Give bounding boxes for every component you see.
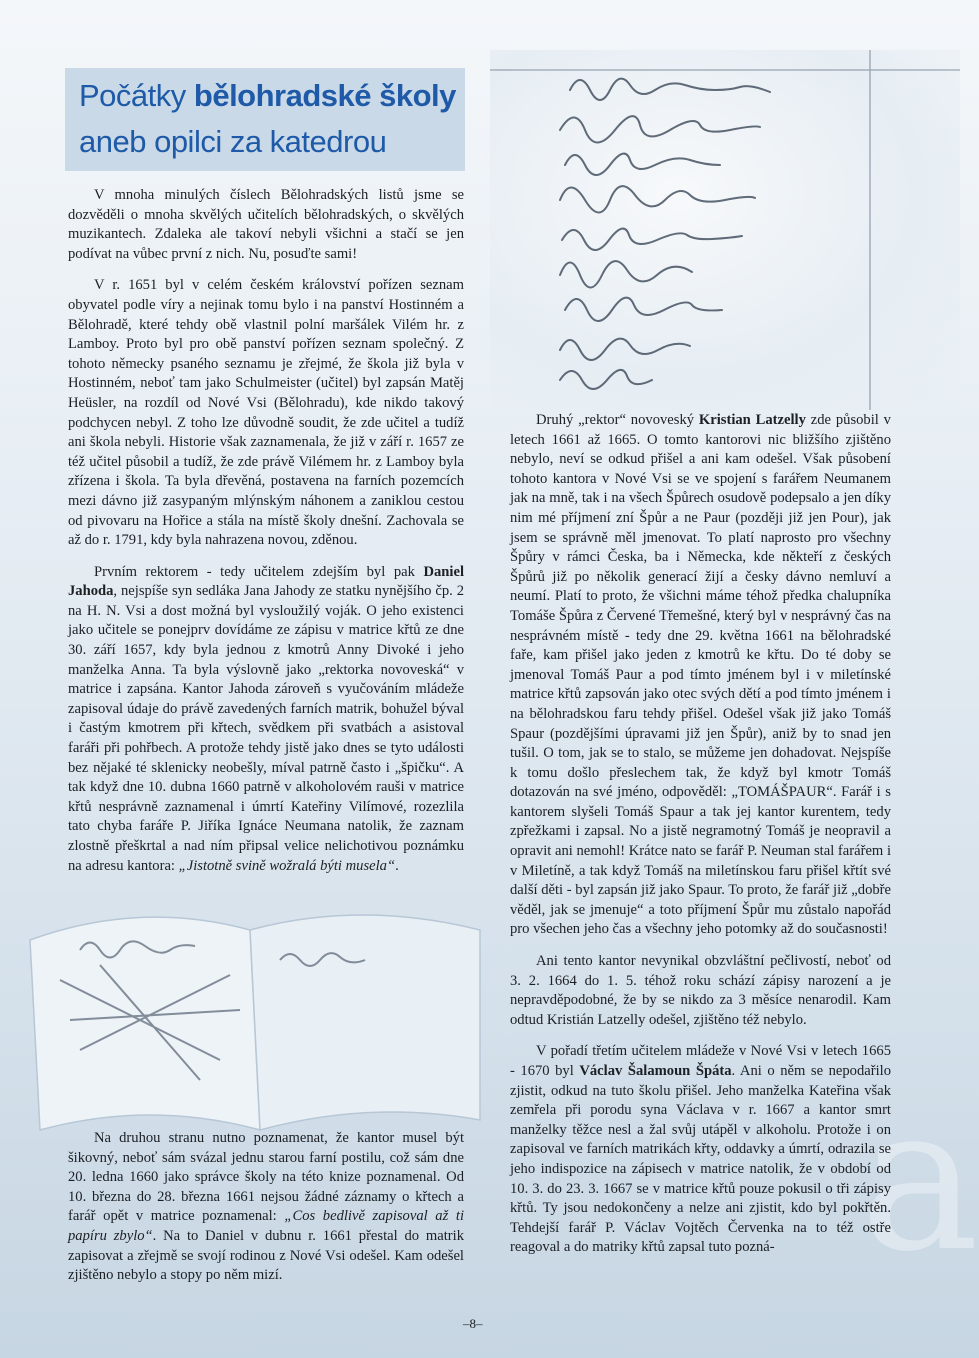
paragraph-spata <box>510 1042 891 1258</box>
text-run: . Na to Daniel v dubnu r. 1661 přestal do matrik zapisovat a zřejmě se svojí rodinou z Nové Vsi odešel. Kam odešel zjištěno nebylo a stopy po něm mizí. <box>68 1227 464 1284</box>
background-watermark: a <box>860 1063 979 1296</box>
text-run: zde působil v letech 1661 až 1665. O tomto kantorovi nic bližšího zjištěno nebylo, neví se odkud přišel a ani kam odešel. Však působení tohoto kantora v Nové Vsi se ve spojení s farářem Neumanem jak na mně, tak i na všech Špůrech osudově podepsalo a jen díky nim mé příjmení zní Špůr a ne Paur (později již jen Pour), jak jsem se správně měl jmenovat. To platí naprosto pro všechny Špůry v rámci Česka, ba i Německa, kde někteří z českých Špůrů již po několik generací žijí a česky dávno nemluví a neumí. Platí to proto, že všichni máme téhož předka chalupníka Tomáše Špůra z Červené Třemešné, který byl v nesprávný čas na nesprávném místě - tedy dne 29. května 1661 na bělohradské faře, kam přišel jako jeden z kmotrů ke křtu. Do té doby se jmenoval Tomáš Paur a pod tímto jménem byl i v miletínské matrice křtů zapsován jako otec svých dětí a pod tímto jménem i na bělohradskou faru tehdy přišel. Odešel však již jako Tomáš Spaur (pozdějšími úpravami již jen Špůr), aniž by to snad jen tušil. O tom, jak se to stalo, se můžeme jen dohadovat. Nejspíše k tomu došlo přeslechem tak, že když byl kmotr Tomáš dotazován na své jméno, odpověděl: „TOMÁŠPAUR“. Farář i s kantorem slyšeli Tomáš Spaur a tak jej kantor kurentem, tedy zpřežkami i zapsal. No a jistě negramotný Tomáš je neopravil a opravit ani nemohl! Krátce nato se farář P. Neuman stal farářem i v Miletíně, a tak když Tomáš na miletínskou faru přišel křtít své další děti - byl zapsán již jako Spaur. To proto, že farář již „dobře věděl, jak se jmenuje“ a toto příjmení Špůr mu zůstalo napořád pro všechen jeho čas a všechny jeho potomky až do současnosti! <box>510 412 891 938</box>
paragraph-latzelly-2: Ani tento kantor nevynikal obzvláštní pečlivostí, neboť od 3. 2. 1664 do 1. 5. téhož roku schází zápisy narození a je nepravděpodobné, že by se nikdo za 3 měsíce nenarodil. Kam odtud Kristián Latzelly odešel, zjištěno též nebylo. <box>510 953 891 1028</box>
name-vaclav-spata: Václav Šalamoun Špáta <box>579 1063 732 1079</box>
text-run: V pořadí třetím učitelem mládeže v Nové Vsi v letech 1665 - 1670 byl <box>510 1043 891 1079</box>
handwriting-illustration <box>490 50 960 410</box>
left-bottom-column <box>68 1129 464 1286</box>
open-book-illustration <box>20 880 490 1140</box>
manuscript-image <box>490 50 960 410</box>
name-daniel-jahoda: Daniel Jahoda <box>68 563 464 600</box>
title-line-2: aneb opilci za katedrou <box>79 124 387 159</box>
title-prefix: Počátky <box>79 78 194 113</box>
name-kristian-latzelly: Kristian Latzelly <box>698 412 806 428</box>
text-run: , nejspíše syn sedláka Jana Jahody ze statku nynějšího čp. 2 na H. N. Vsi a dost možná byl vysloužilý voják. O jeho existenci jako učitele se ponejprv dovídáme ze zápisu v matrice křtů ze dne 30. září 1657, kdy byla jednou z kmotrů Anny Divoké i jeho manželka Anna. Ta byla výslovně jako „rektorka novoveská“ v matrice i zapsána. Kantor Jahoda zároveň s vyučováním mládeže zapisoval údaje do právě zavedených farních matrik, bohužel býval i častým kmotrem při křtech, svědkem při svatbách a asistoval faráři při pohřbech. A protože tehdy jistě jako dnes se tyto události bez nějaké té sklenicky neobešly, míval patrně často i „špičku“. A tak když dne 10. dubna 1660 patrně v alkoholovém rauši v matrice křtů nesprávně zaznamenal i úmrtí Kateřiny Vilímové, rozezlila tato chyba faráře P. Jiříka Ignáce Neumana natolik, že zaznam zlostně přeškrtal a nad ním připsal velice nelichotivou poznámku na adresu kantora: <box>68 583 464 874</box>
page-number: –8– <box>463 1316 483 1331</box>
paragraph-jahoda <box>68 563 464 877</box>
paragraph-latzelly <box>510 411 891 940</box>
text-run: Druhý „rektor“ novoveský <box>536 412 699 428</box>
open-book-image <box>20 880 490 1140</box>
paragraph-1651: V r. 1651 byl v celém českém království pořízen seznam obyvatel podle víry a nejinak tomu bylo i na panství Hostinném a Bělohradě, které tehdy obě vlastnil polní maršálek Vilém hr. z Lamboy. Proto byl pro obě panství pořízen seznam společný. Z tohoto německy psaného seznamu je zřejmé, že škola již byla v Hostinném, neboť tam jako Schulmeister (učitel) byl zapsán Matěj Heüsler, na rozdíl od Nové Vsi (Bělohradu), kde nikdo takový podchycen nebyl. Z toho lze důvodně soudit, že zde učitel a tudíž ani škola nebyli. Historie však zaznamenala, že již v září r. 1657 ze též učitel působil a tudíž, že zde právě Vilémem hr. z Lamboy byla zřízena i škola. Ta byla dřevěná, postavena na farních pozemcích mezi dávno již zasypaným mlýnským náhonem a zaniklou cestou od pivovaru na Hořice a stála na místě školy dnešní. Zachovala se až do r. 1791, kdy byla nahrazena novou, zděnou. <box>68 277 464 549</box>
text-run: . <box>395 857 399 874</box>
quote: „Cos bedlivě zapisoval až ti papíru zbylo“ <box>68 1208 465 1244</box>
quote: „Jistotně svině wožralá býti musela“ <box>178 857 396 874</box>
paragraph-postila <box>68 1129 464 1286</box>
title-box <box>65 68 465 171</box>
title-line-1 <box>79 78 456 114</box>
right-column <box>510 411 891 1258</box>
paragraph-intro: V mnoha minulých číslech Bělohradských listů jsme se dozvěděli o mnoha skvělých učitelích bělohradských, o skvělých muzikantech. Zdaleka ale takoví nebyli všichni a stačí se jen podívat na vůbec první z nich. Nu, posuďte sami! <box>68 187 464 262</box>
left-column <box>68 186 464 876</box>
text-run: Na druhou stranu nutno poznamenat, že kantor musel být šikovný, neboť sám svázal jednu starou farní postilu, což sám dne 20. ledna 1660 jako správce školy na této knize poznamenal. Od 10. března do 28. března 1661 nejsou žádné záznamy o křtech a farář opět v matrice poznamenal: <box>68 1130 464 1225</box>
text-run: . Ani o něm se nepodařilo zjistit, odkud na tuto školu přišel. Jeho manželka Kateřina však zemřela při porodu syna Václava v r. 1667 a kantor smrt manželky těžce nesl a žal svůj utápěl v alkoholu. Protože i on zapisoval ve farních matrikách křty, oddavky a úmrtí, odrazila se jeho indispozice na zápisech v matrice natolik, že v období od 10. 3. do 23. 3. 1667 se v matrice křtů pouze pokusil o tři zápisy křtů. Ty jsou nedokončeny a nelze ani zjistit, kdo byl pokřtěn. Tehdejší farář P. Václav Vojtěch Červenka na to též ostře reagoval a do matriky křtů zapsal tuto pozná- <box>510 1063 891 1256</box>
text-run: Prvním rektorem - tedy učitelem zdejším byl pak <box>94 563 424 580</box>
title-bold-part: bělohradské školy <box>193 78 456 113</box>
